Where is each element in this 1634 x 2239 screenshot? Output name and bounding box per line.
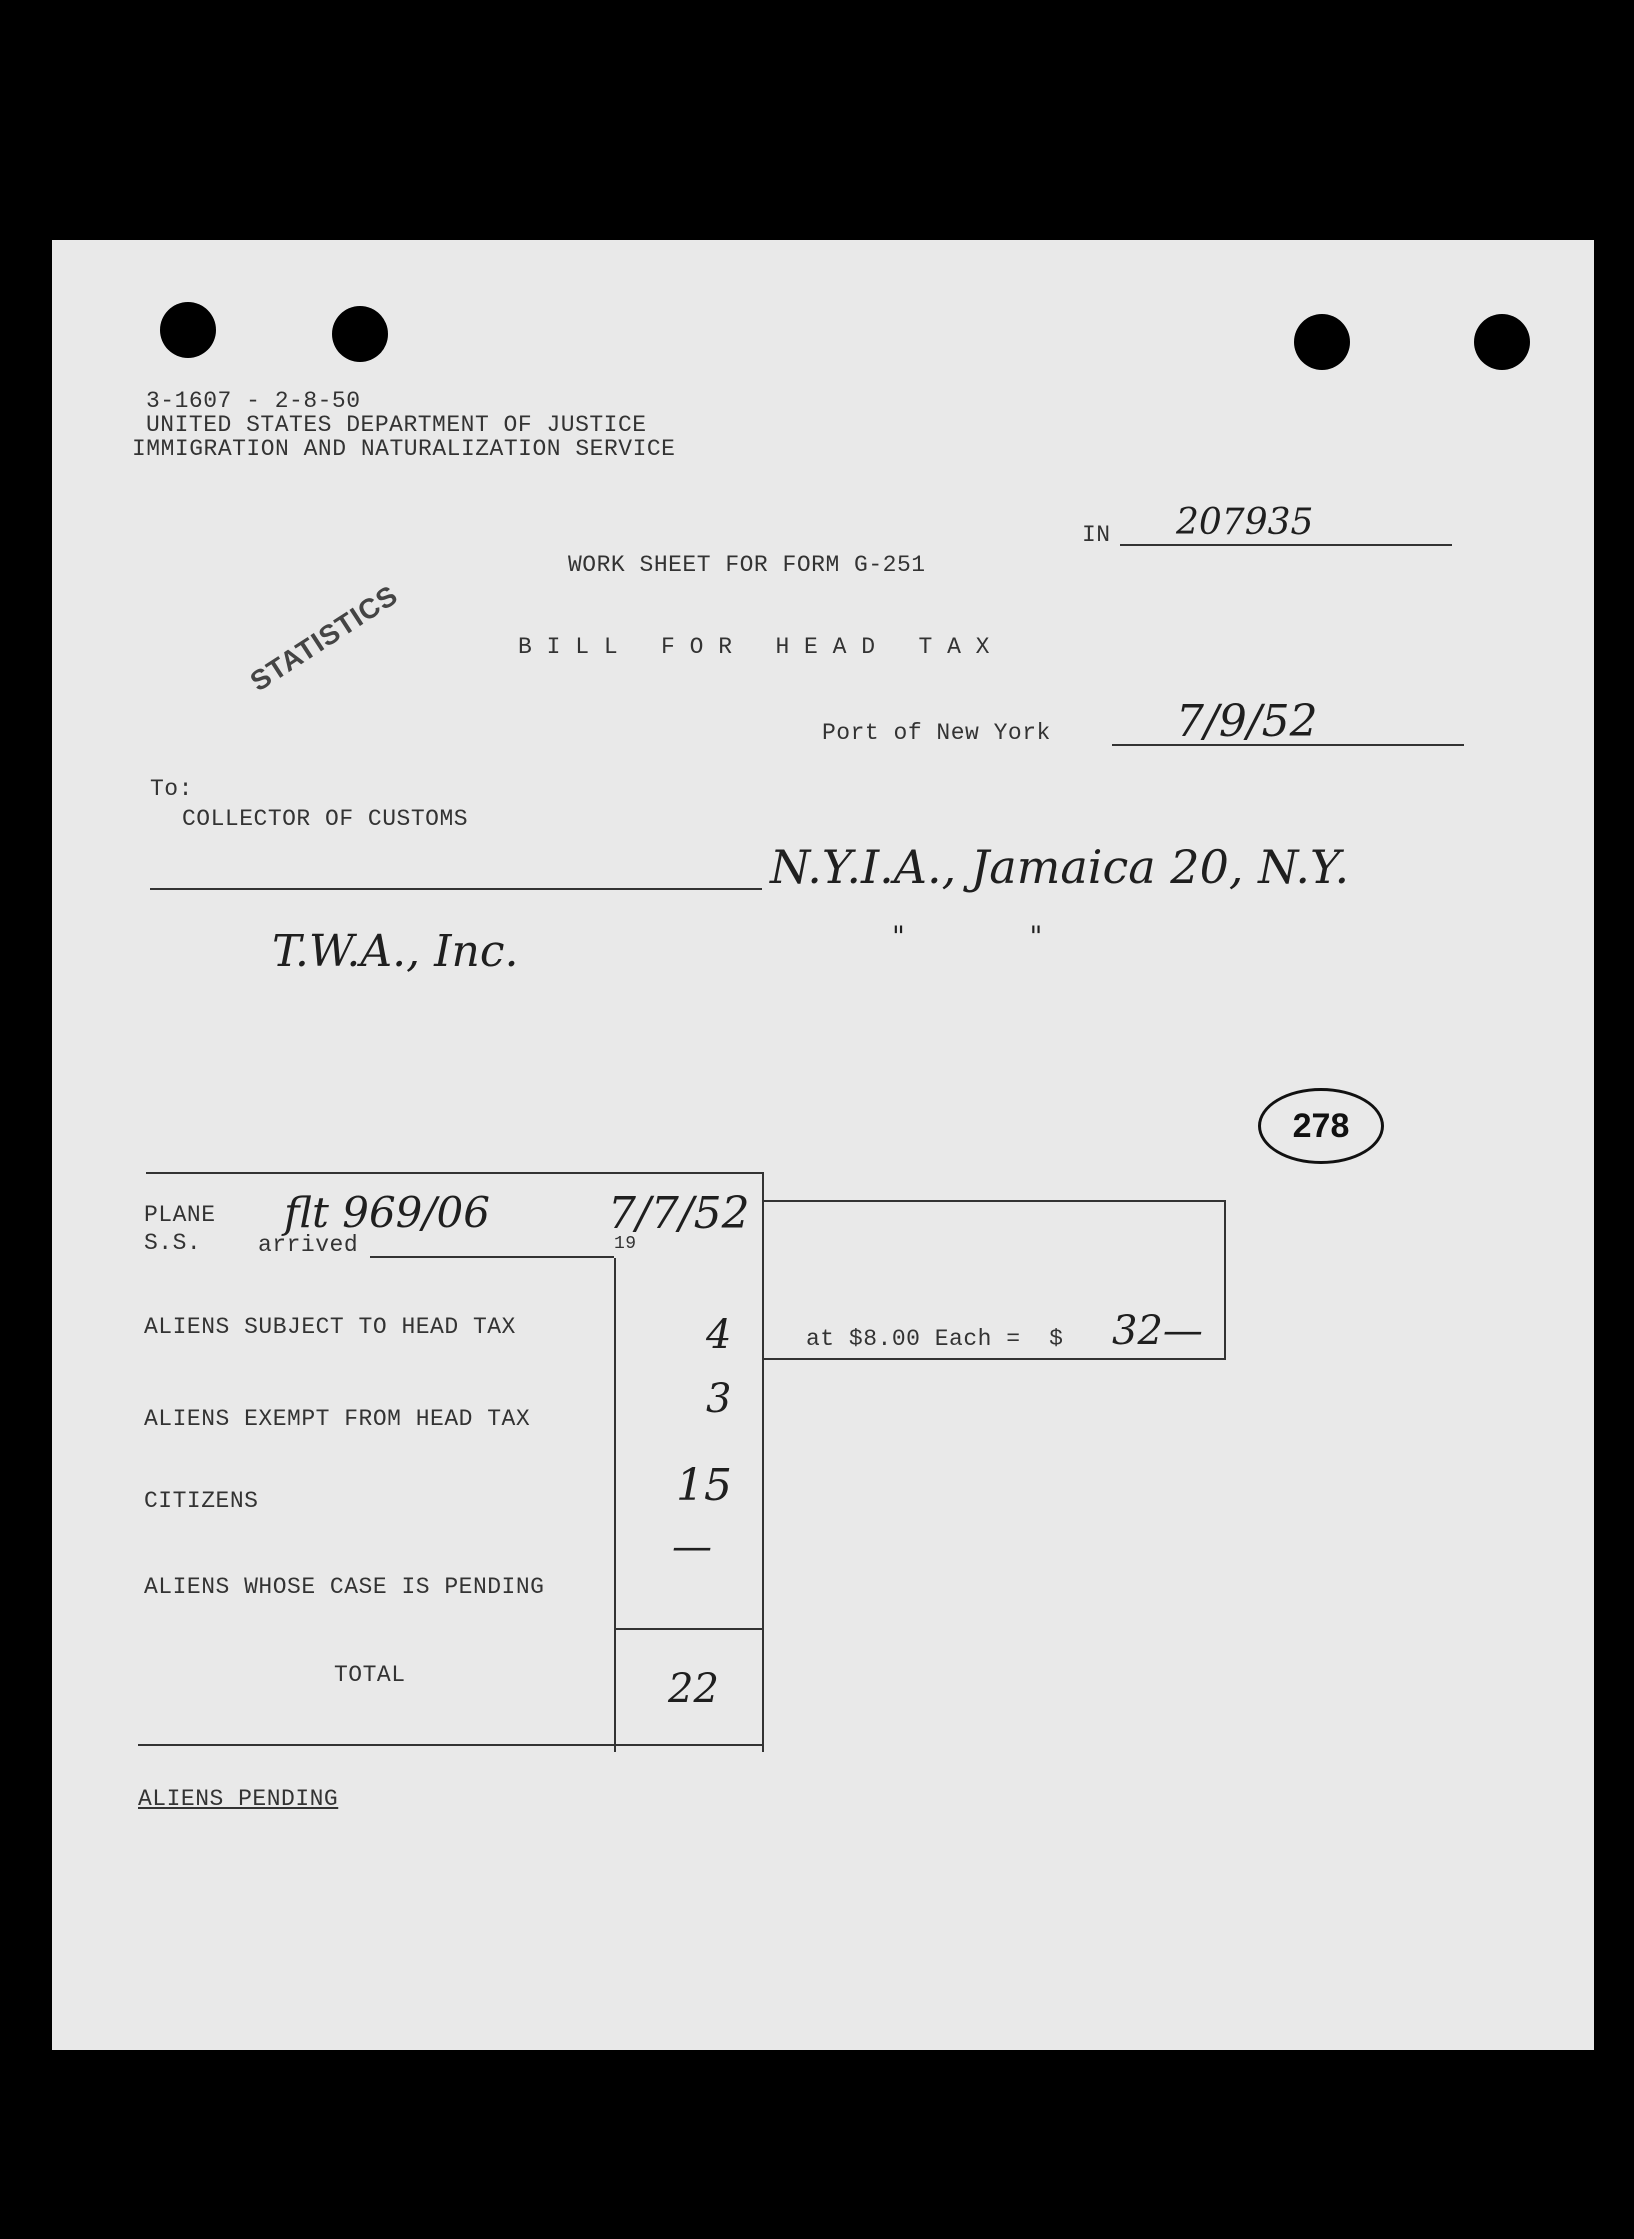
ss-label: S.S.: [144, 1230, 202, 1256]
to-recipient: COLLECTOR OF CUSTOMS: [182, 806, 469, 832]
in-label: IN: [1082, 522, 1111, 548]
row-label-exempt: ALIENS EXEMPT FROM HEAD TAX: [144, 1406, 531, 1432]
row-label-subject: ALIENS SUBJECT TO HEAD TAX: [144, 1314, 516, 1340]
form-title: WORK SHEET FOR FORM G-251: [568, 552, 926, 578]
in-underline: [1120, 544, 1452, 546]
row-value-citizens: 15: [676, 1460, 732, 1511]
rate-text: at $8.00 Each = $: [806, 1326, 1064, 1352]
ditto-marks: " ": [892, 920, 1043, 953]
row-label-citizens: CITIZENS: [144, 1488, 259, 1514]
value-column-divider: [614, 1258, 616, 1752]
year-prefix: 19: [614, 1234, 637, 1254]
rate-box-bottom: [764, 1358, 1226, 1360]
port-date: 7/9/52: [1176, 696, 1318, 747]
rate-box-right: [1224, 1200, 1226, 1360]
total-label: TOTAL: [334, 1662, 406, 1688]
row-value-pending: —: [672, 1524, 712, 1570]
bill-title: B I L L F O R H E A D T A X: [518, 634, 990, 660]
handwritten-address: N.Y.I.A., Jamaica 20, N.Y.: [770, 840, 1350, 894]
punch-hole-icon: [1474, 314, 1530, 370]
port-label: Port of New York: [822, 720, 1051, 746]
arrived-label: arrived: [258, 1232, 359, 1258]
table-top-border: [146, 1172, 764, 1174]
aliens-pending-heading: ALIENS PENDING: [138, 1786, 339, 1812]
total-value: 22: [668, 1666, 719, 1712]
statistics-stamp: STATISTICS: [244, 579, 404, 698]
to-label: To:: [150, 776, 193, 802]
arrival-date: 7/7/52: [608, 1188, 750, 1239]
rate-amount: 32—: [1112, 1308, 1203, 1354]
department-name: UNITED STATES DEPARTMENT OF JUSTICE: [146, 412, 647, 438]
rate-box-top: [764, 1200, 1226, 1202]
punch-hole-icon: [160, 302, 216, 358]
address-underline: [150, 888, 762, 890]
flight-number: flt 969/06: [284, 1188, 491, 1237]
row-value-subject: 4: [706, 1312, 732, 1358]
service-name: IMMIGRATION AND NATURALIZATION SERVICE: [132, 436, 676, 462]
document-page: [52, 240, 1594, 2050]
punch-hole-icon: [332, 306, 388, 362]
handwritten-company: T.W.A., Inc.: [272, 926, 519, 977]
in-number: 207935: [1176, 502, 1314, 543]
form-number: 3-1607 - 2-8-50: [146, 388, 361, 414]
table-divider: [762, 1172, 764, 1752]
plane-label: PLANE: [144, 1202, 216, 1228]
table-bottom-border: [138, 1744, 764, 1746]
row-value-exempt: 3: [706, 1376, 732, 1422]
arrived-underline: [370, 1256, 614, 1258]
row-label-pending: ALIENS WHOSE CASE IS PENDING: [144, 1574, 545, 1600]
circled-page-number: 278: [1258, 1088, 1384, 1164]
punch-hole-icon: [1294, 314, 1350, 370]
total-separator: [614, 1628, 764, 1630]
